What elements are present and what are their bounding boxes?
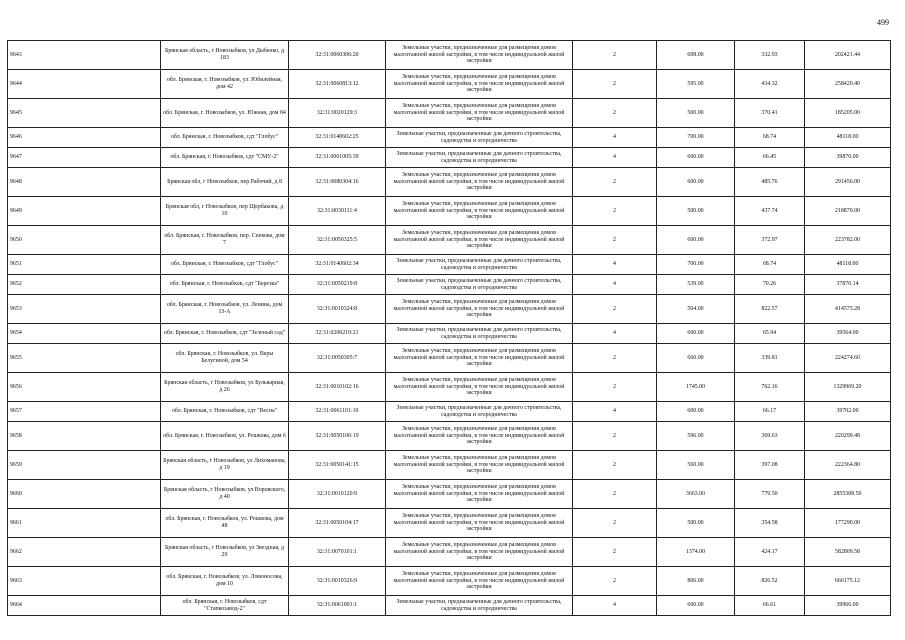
land-use-cell: Земельные участки, предназначенные для дачного строительства, садоводства и огородничества [386,255,573,275]
row-number-cell: 9647 [8,148,161,168]
address-cell: Брянская область, г Новозыбков, ул Звездная, д 29 [161,538,289,567]
group-cell: 2 [573,197,657,226]
area-cell: 600.00 [657,168,735,197]
land-use-cell: Земельные участки, предназначенные для размещения домов малоэтажной жилой застройки, в том числе индивидуальной жилой застройки [386,295,573,324]
land-use-cell: Земельные участки, предназначенные для размещения домов малоэтажной жилой застройки, в том числе индивидуальной жилой застройки [386,373,573,402]
table-row [8,148,891,168]
group-cell: 4 [573,128,657,148]
registry-table [7,40,891,616]
address-cell: обл. Брянская, г. Новозыбков, сдт "Стапкозавод-2" [161,596,289,616]
row-number-cell: 9646 [8,128,161,148]
rate-cell: 822.57 [735,295,805,324]
table-body [8,41,891,616]
table-row [8,41,891,70]
group-cell: 2 [573,99,657,128]
cadastral-number-cell: 32:31:0200210:21 [289,324,386,344]
row-number-cell: 9643 [8,41,161,70]
cadastral-value-cell: 222364.80 [805,451,891,480]
rate-cell: 372.97 [735,226,805,255]
area-cell: 600.00 [657,324,735,344]
cadastral-value-cell: 37870.14 [805,275,891,295]
group-cell: 2 [573,422,657,451]
land-use-cell: Земельные участки, предназначенные для дачного строительства, садоводства и огородничества [386,596,573,616]
row-number-cell: 9657 [8,402,161,422]
address-cell: обл. Брянская, г. Новозыбков, сдт "СМУ-2" [161,148,289,168]
cadastral-number-cell: 32:31:0140602:34 [289,255,386,275]
table-row [8,509,891,538]
address-cell: обл. Брянская, г. Новозыбков, сдт "Весна" [161,402,289,422]
rate-cell: 66.17 [735,402,805,422]
land-use-cell: Земельные участки, предназначенные для дачного строительства, садоводства и огородничества [386,128,573,148]
address-cell: обл. Брянская, г. Новозыбков, сдт "Березка" [161,275,289,295]
row-number-cell: 9648 [8,168,161,197]
land-use-cell: Земельные участки, предназначенные для дачного строительства, садоводства и огородничества [386,324,573,344]
rate-cell: 397.08 [735,451,805,480]
row-number-cell: 9645 [8,99,161,128]
table-row [8,344,891,373]
row-number-cell: 9661 [8,509,161,538]
address-cell: обл. Брянская, г. Новозыбков, ул. Ломоносова, дом 10 [161,567,289,596]
cadastral-value-cell: 258420.40 [805,70,891,99]
area-cell: 596.00 [657,422,735,451]
area-cell: 660.00 [657,344,735,373]
table-row [8,422,891,451]
rate-cell: 779.50 [735,480,805,509]
area-cell: 600.00 [657,596,735,616]
table-row [8,197,891,226]
rate-cell: 66.45 [735,148,805,168]
rate-cell: 70.26 [735,275,805,295]
rate-cell: 66.61 [735,596,805,616]
cadastral-value-cell: 2855308.50 [805,480,891,509]
area-cell: 600.00 [657,148,735,168]
rate-cell: 369.63 [735,422,805,451]
area-cell: 539.00 [657,275,735,295]
land-use-cell: Земельные участки, предназначенные для дачного строительства, садоводства и огородничества [386,148,573,168]
cadastral-value-cell: 291456.00 [805,168,891,197]
cadastral-value-cell: 1329969.20 [805,373,891,402]
group-cell: 4 [573,148,657,168]
page-number: 499 [877,18,889,27]
row-number-cell: 9650 [8,226,161,255]
group-cell: 2 [573,295,657,324]
group-cell: 2 [573,41,657,70]
cadastral-value-cell: 39564.00 [805,324,891,344]
cadastral-number-cell: 32:31:0050104:17 [289,509,386,538]
address-cell: обл. Брянская, г. Новозыбков, пер. Спекова, дом 7 [161,226,289,255]
address-cell: Брянская область, г Новозыбков, ул Лихоманова, д 19 [161,451,289,480]
table-row [8,255,891,275]
row-number-cell: 9663 [8,567,161,596]
cadastral-number-cell: 32:31:0010324:8 [289,295,386,324]
table-row [8,168,891,197]
land-use-cell: Земельные участки, предназначенные для размещения домов малоэтажной жилой застройки, в том числе индивидуальной жилой застройки [386,99,573,128]
group-cell: 2 [573,509,657,538]
group-cell: 2 [573,567,657,596]
group-cell: 2 [573,538,657,567]
group-cell: 4 [573,324,657,344]
rate-cell: 332.93 [735,41,805,70]
address-cell: обл. Брянская, г. Новозыбков, ул. Рошкова, дом 48 [161,509,289,538]
land-use-cell: Земельные участки, предназначенные для размещения домов малоэтажной жилой застройки, в том числе индивидуальной жилой застройки [386,422,573,451]
cadastral-value-cell: 224274.60 [805,344,891,373]
area-cell: 560.00 [657,451,735,480]
group-cell: 2 [573,373,657,402]
table-row [8,295,891,324]
cadastral-number-cell: 32:31:0010120:9 [289,480,386,509]
table-row [8,373,891,402]
cadastral-value-cell: 185205.00 [805,99,891,128]
row-number-cell: 9656 [8,373,161,402]
table-row [8,538,891,567]
cadastral-number-cell: 32:31:0140602:25 [289,128,386,148]
area-cell: 504.00 [657,295,735,324]
address-cell: обл. Брянская, г. Новозыбков, ул. Веры Белугиной, дом 54 [161,344,289,373]
rate-cell: 354.58 [735,509,805,538]
land-use-cell: Земельные участки, предназначенные для размещения домов малоэтажной жилой застройки, в том числе индивидуальной жилой застройки [386,41,573,70]
address-cell: обл. Брянская, г. Новозыбков, сдт "Глобус" [161,128,289,148]
cadastral-number-cell: 32:31:0050106:19 [289,422,386,451]
cadastral-number-cell: 32:31:0050219:8 [289,275,386,295]
address-cell: обл. Брянская, г. Новозыбков, сдт "Зеленый сад" [161,324,289,344]
row-number-cell: 9655 [8,344,161,373]
cadastral-number-cell: 32:31:0010102:16 [289,373,386,402]
row-number-cell: 9654 [8,324,161,344]
address-cell: Брянская область, г Новозыбков, ул Дыбенко, д 183 [161,41,289,70]
group-cell: 4 [573,596,657,616]
row-number-cell: 9658 [8,422,161,451]
area-cell: 600.00 [657,402,735,422]
land-use-cell: Земельные участки, предназначенные для размещения домов малоэтажной жилой застройки, в том числе индивидуальной жилой застройки [386,197,573,226]
row-number-cell: 9652 [8,275,161,295]
cadastral-value-cell: 666175.12 [805,567,891,596]
cadastral-number-cell: 32:31:0050141:15 [289,451,386,480]
area-cell: 700.00 [657,128,735,148]
rate-cell: 485.76 [735,168,805,197]
table-row [8,324,891,344]
cadastral-number-cell: 32:31:0080304:16 [289,168,386,197]
group-cell: 2 [573,344,657,373]
table-row [8,596,891,616]
area-cell: 600.00 [657,226,735,255]
cadastral-number-cell: 32:31:0061005:39 [289,148,386,168]
row-number-cell: 9653 [8,295,161,324]
table-row [8,275,891,295]
rate-cell: 424.17 [735,538,805,567]
address-cell: обл. Брянская, г. Новозыбков, ул. Юбилейная, дом 42 [161,70,289,99]
cadastral-number-cell: 32:31:0010326:9 [289,567,386,596]
area-cell: 3663.00 [657,480,735,509]
cadastral-value-cell: 218870.00 [805,197,891,226]
address-cell: обл. Брянская, г. Новозыбков, ул. Ленина, дом 13-А [161,295,289,324]
area-cell: 806.00 [657,567,735,596]
address-cell: обл. Брянская, г. Новозыбков, ул. Рошкова, дом 6 [161,422,289,451]
land-use-cell: Земельные участки, предназначенные для размещения домов малоэтажной жилой застройки, в том числе индивидуальной жилой застройки [386,168,573,197]
cadastral-value-cell: 582809.58 [805,538,891,567]
cadastral-value-cell: 48118.00 [805,255,891,275]
rate-cell: 826.52 [735,567,805,596]
table-row [8,451,891,480]
address-cell: Брянская область, г Новозыбков, ул Бульварная, д 26 [161,373,289,402]
table-row [8,128,891,148]
rate-cell: 434.32 [735,70,805,99]
group-cell: 4 [573,402,657,422]
land-use-cell: Земельные участки, предназначенные для размещения домов малоэтажной жилой застройки, в том числе индивидуальной жилой застройки [386,567,573,596]
land-use-cell: Земельные участки, предназначенные для дачного строительства, садоводства и огородничества [386,402,573,422]
group-cell: 2 [573,226,657,255]
cadastral-number-cell: 32:31:0050325:5 [289,226,386,255]
row-number-cell: 9662 [8,538,161,567]
cadastral-number-cell: 32:31:0070101:1 [289,538,386,567]
cadastral-value-cell: 177290.00 [805,509,891,538]
table-row [8,480,891,509]
rate-cell: 68.74 [735,128,805,148]
cadastral-number-cell: 32:31:0061001:1 [289,596,386,616]
group-cell: 2 [573,168,657,197]
area-cell: 1374.00 [657,538,735,567]
row-number-cell: 9651 [8,255,161,275]
cadastral-number-cell: 32:31:0030111:4 [289,197,386,226]
area-cell: 500.00 [657,509,735,538]
group-cell: 2 [573,70,657,99]
rate-cell: 437.74 [735,197,805,226]
land-use-cell: Земельные участки, предназначенные для размещения домов малоэтажной жилой застройки, в том числе индивидуальной жилой застройки [386,509,573,538]
area-cell: 1745.00 [657,373,735,402]
row-number-cell: 9664 [8,596,161,616]
land-use-cell: Земельные участки, предназначенные для размещения домов малоэтажной жилой застройки, в том числе индивидуальной жилой застройки [386,70,573,99]
land-use-cell: Земельные участки, предназначенные для размещения домов малоэтажной жилой застройки, в том числе индивидуальной жилой застройки [386,480,573,509]
cadastral-value-cell: 39702.00 [805,402,891,422]
row-number-cell: 9660 [8,480,161,509]
cadastral-value-cell: 48118.00 [805,128,891,148]
row-number-cell: 9659 [8,451,161,480]
cadastral-number-cell: 32:31:0061101:10 [289,402,386,422]
group-cell: 2 [573,480,657,509]
area-cell: 595.00 [657,70,735,99]
rate-cell: 68.74 [735,255,805,275]
land-use-cell: Земельные участки, предназначенные для дачного строительства, садоводства и огородничества [386,275,573,295]
table-row [8,99,891,128]
group-cell: 4 [573,275,657,295]
rate-cell: 370.41 [735,99,805,128]
group-cell: 2 [573,451,657,480]
area-cell: 500.00 [657,197,735,226]
address-cell: Брянская область, г Новозыбков, ул Воровского, д 40 [161,480,289,509]
table-row [8,567,891,596]
address-cell: обл. Брянская, г. Новозыбков, ул. Южная, дом 84 [161,99,289,128]
table-row [8,402,891,422]
cadastral-value-cell: 223782.00 [805,226,891,255]
cadastral-number-cell: 32:31:0050305:7 [289,344,386,373]
cadastral-value-cell: 39966.00 [805,596,891,616]
land-use-cell: Земельные участки, предназначенные для размещения домов малоэтажной жилой застройки, в том числе индивидуальной жилой застройки [386,226,573,255]
address-cell: Брянская обл, г Новозыбков, пер Рабочий, д 8 [161,168,289,197]
cadastral-number-cell: 32:31:0060813:12 [289,70,386,99]
table-row [8,70,891,99]
row-number-cell: 9644 [8,70,161,99]
cadastral-number-cell: 32:31:0020129:3 [289,99,386,128]
cadastral-value-cell: 220299.48 [805,422,891,451]
area-cell: 500.00 [657,99,735,128]
address-cell: Брянская обл, г Новозыбков, пер Щербакова, д 10 [161,197,289,226]
area-cell: 700.00 [657,255,735,275]
area-cell: 608.00 [657,41,735,70]
rate-cell: 762.16 [735,373,805,402]
cadastral-value-cell: 39870.00 [805,148,891,168]
cadastral-value-cell: 414575.28 [805,295,891,324]
rate-cell: 65.94 [735,324,805,344]
address-cell: обл. Брянская, г. Новозыбков, сдт "Глобус" [161,255,289,275]
row-number-cell: 9649 [8,197,161,226]
land-use-cell: Земельные участки, предназначенные для размещения домов малоэтажной жилой застройки, в том числе индивидуальной жилой застройки [386,344,573,373]
cadastral-value-cell: 202421.44 [805,41,891,70]
rate-cell: 339.81 [735,344,805,373]
cadastral-number-cell: 32:31:0060306:20 [289,41,386,70]
land-use-cell: Земельные участки, предназначенные для размещения домов малоэтажной жилой застройки, в том числе индивидуальной жилой застройки [386,451,573,480]
group-cell: 4 [573,255,657,275]
table-row [8,226,891,255]
land-use-cell: Земельные участки, предназначенные для размещения домов малоэтажной жилой застройки, в том числе индивидуальной жилой застройки [386,538,573,567]
